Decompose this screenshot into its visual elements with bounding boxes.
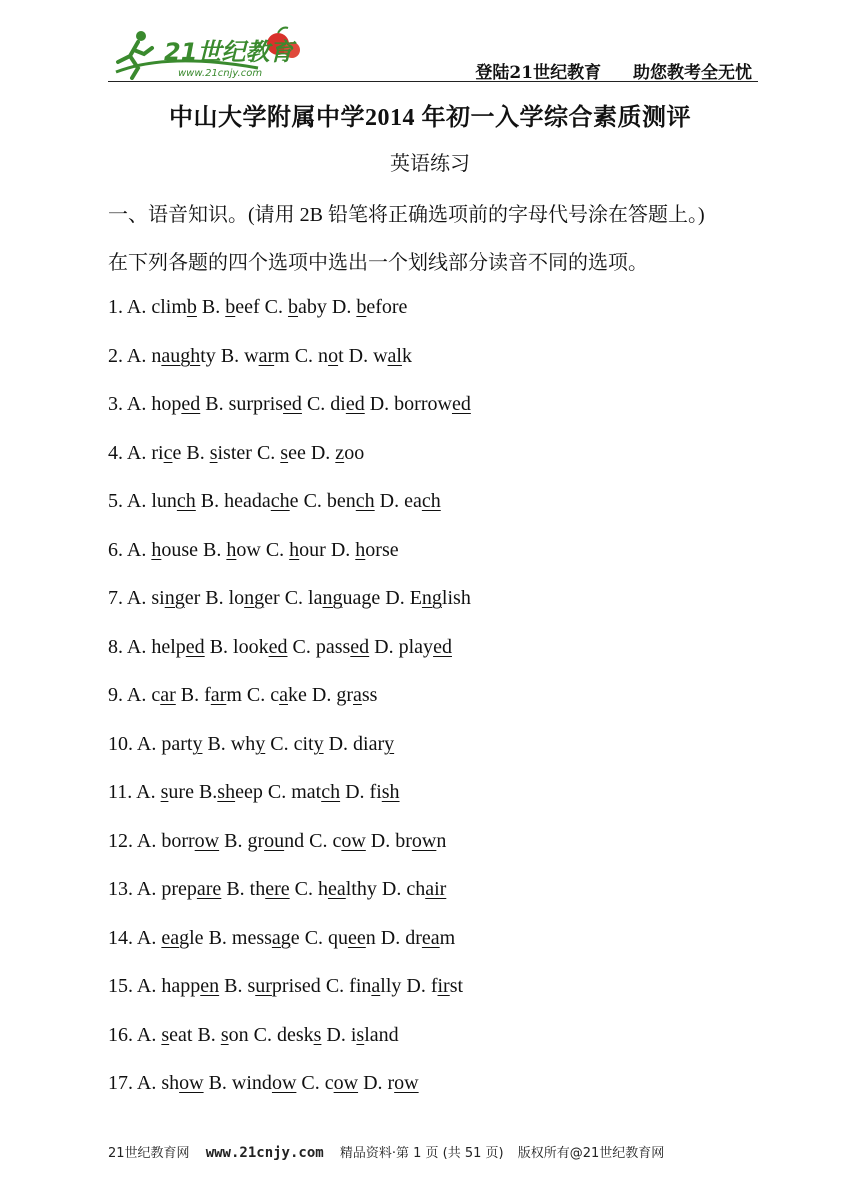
underlined-sound: z (335, 441, 345, 464)
question-item (108, 393, 471, 416)
answer-option[interactable]: A. climb (126, 296, 197, 318)
question-item (108, 636, 452, 659)
answer-option[interactable]: A. prepare (136, 878, 222, 900)
underlined-sound: h (151, 538, 162, 561)
question-number: 11. (108, 781, 137, 803)
underlined-sound: ere (265, 878, 290, 900)
underlined-sound: ng (164, 587, 185, 609)
underlined-sound: s (220, 1023, 229, 1046)
logo-text: 21世纪教育 (164, 38, 294, 66)
underlined-sound: ch (421, 490, 441, 512)
underlined-sound: ed (433, 635, 452, 658)
answer-option[interactable]: A. lunch (126, 490, 196, 512)
underlined-sound: ch (321, 781, 341, 803)
question-item (108, 1072, 419, 1095)
question-number: 10. (108, 732, 137, 755)
underlined-sound: ed (345, 393, 365, 415)
underlined-sound: air (425, 878, 447, 900)
answer-option[interactable]: C. match (267, 781, 341, 803)
underlined-sound: ow (333, 1072, 359, 1094)
answer-option[interactable]: B. ground (224, 829, 305, 852)
footer-site-link[interactable]: www.21cnjy.com (205, 1145, 324, 1161)
underlined-sound: h (355, 538, 366, 561)
answer-option[interactable]: B. there (226, 878, 290, 900)
answer-option[interactable]: C. finally (325, 975, 402, 997)
underlined-sound: ou (264, 829, 285, 852)
question-number: 4. (108, 441, 127, 464)
answer-option[interactable]: A. seat (136, 1023, 193, 1046)
answer-option[interactable]: B. how (203, 538, 261, 561)
answer-option[interactable]: B. beef (201, 296, 260, 318)
underlined-sound: ow (341, 829, 366, 852)
header-divider (108, 81, 758, 82)
underlined-sound: s (313, 1023, 322, 1046)
underlined-sound: h (289, 538, 300, 561)
answer-option[interactable]: A. show (136, 1072, 204, 1094)
question-number: 2. (108, 344, 127, 367)
answer-option[interactable]: D. chair (381, 878, 447, 900)
underlined-sound: ir (437, 975, 450, 997)
question-item (108, 1024, 399, 1047)
answer-option[interactable]: B. sister (186, 441, 252, 464)
underlined-sound: ow (179, 1072, 204, 1094)
answer-option[interactable]: D. island (326, 1023, 399, 1046)
underlined-sound: s (209, 441, 218, 464)
answer-option[interactable]: B. surprised (205, 393, 302, 415)
question-number: 16. (108, 1023, 137, 1046)
answer-option[interactable]: D. row (363, 1072, 419, 1094)
answer-option[interactable]: B. warm (220, 344, 290, 367)
header-link-login[interactable]: 登陆21世纪教育 (475, 63, 602, 83)
answer-option[interactable]: C. queen (304, 926, 376, 949)
underlined-sound: b (288, 296, 299, 318)
underlined-sound: o (328, 344, 339, 367)
answer-option[interactable]: A. helped (126, 635, 205, 658)
answer-option[interactable]: D. dream (380, 926, 456, 949)
underlined-sound: ed (451, 393, 471, 415)
header-slogan: 助您教考全无忧 (633, 63, 752, 83)
header-slogans (449, 58, 752, 83)
page-subtitle: 英语练习 (390, 153, 470, 175)
underlined-sound: ch (176, 490, 196, 512)
answer-option[interactable]: D. diary (328, 732, 395, 755)
page-title: 中山大学附属中学2014 年初一入学综合素质测评 (169, 105, 691, 131)
question-item (108, 587, 471, 610)
answer-option[interactable]: B. window (208, 1072, 297, 1094)
question-number: 1. (108, 296, 127, 318)
underlined-sound: ea (421, 926, 440, 949)
answer-option[interactable]: D. each (379, 490, 441, 512)
answer-option[interactable]: C. cow (301, 1072, 359, 1094)
question-item (108, 781, 400, 804)
underlined-sound: ow (271, 1072, 297, 1094)
underlined-sound: s (280, 441, 289, 464)
underlined-sound: c (163, 441, 173, 464)
answer-option[interactable]: B. surprised (224, 975, 321, 997)
answer-option[interactable]: D. walk (348, 344, 412, 367)
question-item (108, 733, 394, 756)
instruction-text: 在下列各题的四个选项中选出一个划线部分读音不同的选项。 (108, 252, 648, 274)
question-item (108, 878, 446, 901)
underlined-sound: ng (244, 587, 265, 609)
question-item (108, 684, 377, 707)
question-number: 5. (108, 490, 127, 512)
underlined-sound: s (161, 1023, 170, 1046)
question-number: 12. (108, 829, 137, 852)
underlined-sound: ow (394, 1072, 419, 1094)
answer-option[interactable]: A. borrow (136, 829, 220, 852)
answer-option[interactable]: C. see (256, 441, 306, 464)
answer-option[interactable]: A. naughty (126, 344, 216, 367)
underlined-sound: ch (270, 490, 290, 512)
underlined-sound: ed (268, 635, 288, 658)
question-item (108, 490, 441, 513)
answer-option[interactable]: D. borrowed (369, 393, 471, 415)
answer-option[interactable]: B. farm (180, 684, 242, 706)
section-heading: 一、语音知识。(请用 2B 铅笔将正确选项前的字母代号涂在答题上。) (108, 204, 705, 226)
answer-option[interactable]: B. why (207, 732, 266, 755)
question-item (108, 442, 364, 465)
logo-url: www.21cnjy.com (178, 68, 263, 79)
answer-option[interactable]: C. city (270, 732, 324, 755)
underlined-sound: ch (355, 490, 375, 512)
underlined-sound: a (353, 684, 362, 706)
answer-option[interactable]: A. happen (136, 975, 220, 997)
footer-page-info: 精品资料·第 1 页 (共 51 页) (339, 1146, 504, 1161)
underlined-sound: ng (421, 587, 442, 609)
answer-option[interactable]: A. rice (126, 441, 182, 464)
answer-option[interactable]: B. son (197, 1023, 249, 1046)
underlined-sound: ar (160, 684, 176, 706)
underlined-sound: ar (258, 344, 275, 367)
site-logo (108, 22, 308, 80)
answer-option[interactable]: D. first (406, 975, 464, 997)
question-item (108, 975, 463, 998)
underlined-sound: a (279, 684, 288, 706)
question-item (108, 345, 412, 368)
question-item (108, 539, 399, 562)
question-number: 13. (108, 878, 137, 900)
underlined-sound: augh (161, 344, 201, 367)
page-footer (108, 1142, 758, 1161)
question-number: 9. (108, 684, 127, 706)
underlined-sound: ed (185, 635, 205, 658)
question-number: 17. (108, 1072, 137, 1094)
underlined-sound: ed (181, 393, 201, 415)
question-item (108, 296, 407, 319)
underlined-sound: s (356, 1023, 365, 1046)
answer-option[interactable]: A. party (136, 732, 203, 755)
answer-option[interactable]: A. house (126, 538, 199, 561)
answer-option[interactable]: D. played (374, 635, 452, 658)
underlined-sound: b (186, 296, 197, 318)
underlined-sound: ur (255, 975, 272, 997)
question-number: 6. (108, 538, 127, 561)
underlined-sound: y (313, 732, 324, 755)
answer-option[interactable]: D. before (331, 296, 408, 318)
underlined-sound: y (255, 732, 266, 755)
underlined-sound: al (387, 344, 402, 367)
answer-option[interactable]: C. hour (265, 538, 326, 561)
answer-option[interactable]: B. message (208, 926, 300, 949)
answer-option[interactable]: A. car (126, 684, 176, 706)
question-number: 8. (108, 635, 127, 658)
underlined-sound: h (226, 538, 237, 561)
underlined-sound: ea (161, 926, 180, 949)
question-item (108, 927, 455, 950)
underlined-sound: ee (348, 926, 366, 949)
underlined-sound: sh (381, 781, 400, 803)
answer-option[interactable]: C. cow (309, 829, 366, 852)
question-number: 14. (108, 926, 137, 949)
answer-option[interactable]: D. zoo (310, 441, 365, 464)
question-item (108, 830, 446, 853)
answer-option[interactable]: D. horse (330, 538, 399, 561)
answer-option[interactable]: D. fish (345, 781, 400, 803)
underlined-sound: ow (194, 829, 220, 852)
answer-option[interactable]: C. cake (246, 684, 307, 706)
answer-option[interactable]: C. healthy (294, 878, 377, 900)
footer-brand: 21世纪教育网 (108, 1146, 190, 1161)
answer-option[interactable]: C. language (284, 587, 381, 609)
underlined-sound: en (200, 975, 220, 997)
page-header (108, 22, 758, 82)
footer-copyright: 版权所有@21世纪教育网 (517, 1146, 665, 1161)
answer-option[interactable]: C. baby (264, 296, 327, 318)
answer-option[interactable]: D. grass (311, 684, 378, 706)
answer-option[interactable]: A. singer (126, 587, 201, 609)
question-number: 3. (108, 393, 127, 415)
underlined-sound: ow (411, 829, 437, 852)
answer-option[interactable]: C. passed (292, 635, 370, 658)
answer-option[interactable]: B. headache (200, 490, 299, 512)
underlined-sound: b (225, 296, 236, 318)
answer-option[interactable]: A. eagle (136, 926, 204, 949)
answer-option[interactable]: B. longer (205, 587, 280, 609)
underlined-sound: ed (350, 635, 370, 658)
answer-option[interactable]: C. died (306, 393, 365, 415)
underlined-sound: sh (217, 781, 236, 803)
underlined-sound: y (384, 732, 395, 755)
answer-option[interactable]: D. English (385, 587, 471, 609)
underlined-sound: y (192, 732, 203, 755)
underlined-sound: s (160, 781, 169, 803)
underlined-sound: b (356, 296, 367, 318)
answer-option[interactable]: C. not (294, 344, 344, 367)
underlined-sound: are (196, 878, 222, 900)
question-number: 15. (108, 975, 137, 997)
answer-option[interactable]: D. brown (370, 829, 447, 852)
answer-option[interactable]: B.sheep (198, 781, 263, 803)
answer-option[interactable]: A. hoped (126, 393, 201, 415)
underlined-sound: ag (271, 926, 291, 949)
answer-option[interactable]: C. desks (253, 1023, 322, 1046)
answer-option[interactable]: C. bench (303, 490, 375, 512)
underlined-sound: ed (283, 393, 302, 415)
question-number: 7. (108, 587, 127, 609)
underlined-sound: ea (327, 878, 346, 900)
underlined-sound: a (371, 975, 381, 997)
underlined-sound: ar (210, 684, 227, 706)
underlined-sound: ng (322, 587, 343, 609)
answer-option[interactable]: A. sure (136, 781, 194, 803)
answer-option[interactable]: B. looked (209, 635, 288, 658)
